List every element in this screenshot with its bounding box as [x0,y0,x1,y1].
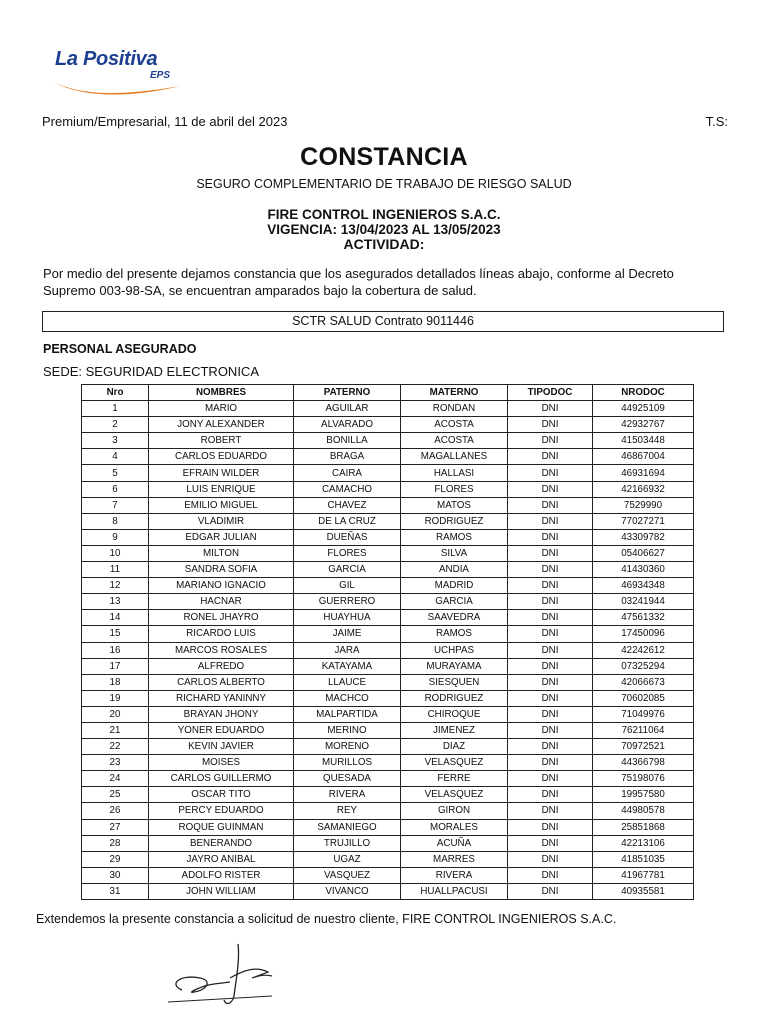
table-cell-nro: 28 [82,835,149,851]
table-cell-tipodoc: DNI [508,481,593,497]
table-row [82,787,694,803]
table-row [82,562,694,578]
table-row [82,545,694,561]
date-line: Premium/Empresarial, 11 de abril del 2023 [42,114,288,129]
column-header-nro: Nro [82,385,149,401]
table-cell-paterno: DE LA CRUZ [294,513,401,529]
table-cell-materno: SILVA [401,545,508,561]
table-cell-tipodoc: DNI [508,755,593,771]
table-cell-nrodoc: 40935581 [593,883,694,899]
table-cell-materno: JIMENEZ [401,722,508,738]
table-cell-tipodoc: DNI [508,690,593,706]
table-cell-nrodoc: 25851868 [593,819,694,835]
table-cell-materno: RONDAN [401,401,508,417]
table-cell-materno: RODRIGUEZ [401,513,508,529]
table-cell-nrodoc: 42213106 [593,835,694,851]
table-cell-nro: 2 [82,417,149,433]
table-cell-materno: FLORES [401,481,508,497]
table-cell-nro: 14 [82,610,149,626]
table-cell-nro: 23 [82,755,149,771]
table-cell-nrodoc: 03241944 [593,594,694,610]
table-cell-nrodoc: 7529990 [593,497,694,513]
column-header-paterno: PATERNO [294,385,401,401]
table-cell-nombres: ADOLFO RISTER [149,867,294,883]
table-cell-tipodoc: DNI [508,803,593,819]
table-cell-nombres: MARCOS ROSALES [149,642,294,658]
table-cell-tipodoc: DNI [508,658,593,674]
table-cell-nombres: CARLOS ALBERTO [149,674,294,690]
table-cell-nro: 8 [82,513,149,529]
table-cell-tipodoc: DNI [508,529,593,545]
table-cell-paterno: GIL [294,578,401,594]
table-cell-nrodoc: 41967781 [593,867,694,883]
table-cell-nombres: RONEL JHAYRO [149,610,294,626]
table-cell-nombres: PERCY EDUARDO [149,803,294,819]
table-cell-tipodoc: DNI [508,449,593,465]
table-cell-nombres: ROQUE GUINMAN [149,819,294,835]
table-cell-tipodoc: DNI [508,610,593,626]
table-row [82,867,694,883]
table-cell-paterno: GARCIA [294,562,401,578]
table-cell-nro: 11 [82,562,149,578]
table-cell-nrodoc: 44925109 [593,401,694,417]
table-cell-nombres: RICHARD YANINNY [149,690,294,706]
table-cell-tipodoc: DNI [508,722,593,738]
table-cell-materno: MARRES [401,851,508,867]
table-cell-nombres: EFRAIN WILDER [149,465,294,481]
table-cell-nrodoc: 07325294 [593,658,694,674]
table-row [82,658,694,674]
table-cell-paterno: ALVARADO [294,417,401,433]
table-cell-paterno: FLORES [294,545,401,561]
table-cell-nro: 19 [82,690,149,706]
table-cell-nombres: OSCAR TITO [149,787,294,803]
table-cell-paterno: UGAZ [294,851,401,867]
table-cell-nro: 18 [82,674,149,690]
table-cell-materno: MADRID [401,578,508,594]
table-cell-tipodoc: DNI [508,626,593,642]
table-cell-tipodoc: DNI [508,674,593,690]
column-header-nrodoc: NRODOC [593,385,694,401]
table-cell-nombres: JONY ALEXANDER [149,417,294,433]
table-cell-nombres: ALFREDO [149,658,294,674]
table-cell-paterno: TRUJILLO [294,835,401,851]
table-cell-nro: 31 [82,883,149,899]
table-row [82,722,694,738]
table-cell-nombres: RICARDO LUIS [149,626,294,642]
table-cell-nombres: BENERANDO [149,835,294,851]
table-cell-tipodoc: DNI [508,851,593,867]
table-cell-materno: GARCIA [401,594,508,610]
table-cell-paterno: BRAGA [294,449,401,465]
table-cell-nombres: LUIS ENRIQUE [149,481,294,497]
activity-label: ACTIVIDAD: [343,236,425,252]
table-cell-nombres: EMILIO MIGUEL [149,497,294,513]
signature-image [160,940,280,1010]
table-cell-nro: 21 [82,722,149,738]
table-cell-paterno: MALPARTIDA [294,706,401,722]
table-cell-nombres: MARIANO IGNACIO [149,578,294,594]
table-row [82,449,694,465]
table-row [82,642,694,658]
table-row [82,497,694,513]
table-cell-materno: ANDIA [401,562,508,578]
table-cell-paterno: LLAUCE [294,674,401,690]
table-cell-paterno: JAIME [294,626,401,642]
table-cell-paterno: VASQUEZ [294,867,401,883]
table-cell-tipodoc: DNI [508,497,593,513]
table-cell-nombres: ROBERT [149,433,294,449]
sede-label: SEDE: SEGURIDAD ELECTRONICA [43,364,259,379]
table-cell-nrodoc: 70972521 [593,739,694,755]
table-row [82,835,694,851]
table-cell-nombres: MARIO [149,401,294,417]
table-cell-tipodoc: DNI [508,642,593,658]
table-cell-nrodoc: 75198076 [593,771,694,787]
table-cell-nro: 1 [82,401,149,417]
table-cell-materno: ACOSTA [401,417,508,433]
table-cell-materno: UCHPAS [401,642,508,658]
table-cell-nombres: CARLOS EDUARDO [149,449,294,465]
logo-subtext: EPS [150,70,171,81]
table-cell-nrodoc: 41430360 [593,562,694,578]
table-cell-nro: 5 [82,465,149,481]
table-row [82,578,694,594]
table-cell-materno: DIAZ [401,739,508,755]
table-cell-nro: 24 [82,771,149,787]
table-cell-materno: VELASQUEZ [401,787,508,803]
table-cell-nrodoc: 41503448 [593,433,694,449]
table-cell-nro: 15 [82,626,149,642]
table-cell-materno: VELASQUEZ [401,755,508,771]
table-row [82,851,694,867]
table-cell-materno: SIESQUEN [401,674,508,690]
table-cell-nombres: EDGAR JULIAN [149,529,294,545]
table-row [82,803,694,819]
table-cell-tipodoc: DNI [508,578,593,594]
table-cell-materno: HALLASI [401,465,508,481]
table-cell-paterno: MERINO [294,722,401,738]
table-cell-nrodoc: 42166932 [593,481,694,497]
table-cell-nrodoc: 47561332 [593,610,694,626]
table-cell-nrodoc: 77027271 [593,513,694,529]
table-cell-nro: 4 [82,449,149,465]
table-row [82,771,694,787]
table-cell-paterno: JARA [294,642,401,658]
table-cell-nombres: VLADIMIR [149,513,294,529]
table-row [82,819,694,835]
table-row [82,674,694,690]
table-cell-nombres: SANDRA SOFIA [149,562,294,578]
table-cell-nrodoc: 41851035 [593,851,694,867]
table-cell-materno: HUALLPACUSI [401,883,508,899]
column-header-tipodoc: TIPODOC [508,385,593,401]
table-row [82,417,694,433]
table-cell-nrodoc: 71049976 [593,706,694,722]
table-cell-nro: 9 [82,529,149,545]
table-cell-nombres: JOHN WILLIAM [149,883,294,899]
table-cell-nro: 3 [82,433,149,449]
table-cell-tipodoc: DNI [508,433,593,449]
table-cell-nombres: JAYRO ANIBAL [149,851,294,867]
table-cell-paterno: CHAVEZ [294,497,401,513]
table-cell-tipodoc: DNI [508,562,593,578]
table-cell-paterno: DUEÑAS [294,529,401,545]
table-row [82,594,694,610]
table-cell-tipodoc: DNI [508,706,593,722]
company-logo [52,44,192,100]
table-cell-nombres: MOISES [149,755,294,771]
table-cell-nrodoc: 46867004 [593,449,694,465]
table-cell-paterno: QUESADA [294,771,401,787]
table-cell-nrodoc: 42932767 [593,417,694,433]
table-cell-nrodoc: 05406627 [593,545,694,561]
table-cell-paterno: MURILLOS [294,755,401,771]
table-cell-tipodoc: DNI [508,739,593,755]
document-subtitle: SEGURO COMPLEMENTARIO DE TRABAJO DE RIESGO SALUD [196,177,572,191]
table-cell-nro: 27 [82,819,149,835]
table-cell-nro: 16 [82,642,149,658]
table-cell-paterno: SAMANIEGO [294,819,401,835]
table-cell-nro: 22 [82,739,149,755]
table-row [82,465,694,481]
table-row [82,529,694,545]
table-cell-materno: RAMOS [401,529,508,545]
table-cell-paterno: CAIRA [294,465,401,481]
table-cell-materno: ACOSTA [401,433,508,449]
table-cell-materno: ACUÑA [401,835,508,851]
logo-swoosh-icon [52,74,192,100]
table-cell-nro: 17 [82,658,149,674]
table-cell-nrodoc: 76211064 [593,722,694,738]
table-cell-nrodoc: 70602085 [593,690,694,706]
table-cell-paterno: RIVERA [294,787,401,803]
table-cell-nrodoc: 42242612 [593,642,694,658]
table-cell-nrodoc: 19957580 [593,787,694,803]
table-cell-paterno: REY [294,803,401,819]
table-cell-nro: 20 [82,706,149,722]
table-cell-materno: MURAYAMA [401,658,508,674]
section-title: PERSONAL ASEGURADO [43,342,197,356]
table-cell-paterno: GUERRERO [294,594,401,610]
table-cell-tipodoc: DNI [508,867,593,883]
table-cell-nombres: KEVIN JAVIER [149,739,294,755]
table-cell-materno: MAGALLANES [401,449,508,465]
ts-label: T.S: [705,114,728,129]
column-header-materno: MATERNO [401,385,508,401]
table-cell-materno: SAAVEDRA [401,610,508,626]
table-cell-nro: 13 [82,594,149,610]
table-cell-nombres: YONER EDUARDO [149,722,294,738]
table-cell-paterno: CAMACHO [294,481,401,497]
contract-box: SCTR SALUD Contrato 9011446 [42,311,724,332]
table-cell-paterno: VIVANCO [294,883,401,899]
company-name: FIRE CONTROL INGENIEROS S.A.C. [267,207,501,222]
table-cell-materno: RAMOS [401,626,508,642]
table-cell-tipodoc: DNI [508,787,593,803]
table-body [82,401,694,900]
table-cell-paterno: MACHCO [294,690,401,706]
table-header-row [82,385,694,401]
table-cell-tipodoc: DNI [508,545,593,561]
table-cell-nro: 30 [82,867,149,883]
table-cell-nrodoc: 44980578 [593,803,694,819]
table-row [82,755,694,771]
table-cell-tipodoc: DNI [508,771,593,787]
table-cell-tipodoc: DNI [508,819,593,835]
table-cell-materno: RODRIGUEZ [401,690,508,706]
table-cell-materno: CHIROQUE [401,706,508,722]
table-cell-tipodoc: DNI [508,835,593,851]
table-cell-tipodoc: DNI [508,401,593,417]
table-row [82,433,694,449]
table-row [82,513,694,529]
logo-text: La Positiva [55,48,158,70]
table-cell-nro: 6 [82,481,149,497]
table-cell-nrodoc: 42066673 [593,674,694,690]
table-cell-paterno: AGUILAR [294,401,401,417]
table-cell-tipodoc: DNI [508,465,593,481]
document-title: CONSTANCIA [300,143,468,171]
table-cell-nrodoc: 46931694 [593,465,694,481]
table-cell-nro: 29 [82,851,149,867]
table-row [82,739,694,755]
table-row [82,626,694,642]
table-cell-paterno: KATAYAMA [294,658,401,674]
table-row [82,883,694,899]
table-row [82,401,694,417]
table-row [82,690,694,706]
table-cell-paterno: BONILLA [294,433,401,449]
table-cell-materno: GIRON [401,803,508,819]
column-header-nombres: NOMBRES [149,385,294,401]
table-cell-nombres: BRAYAN JHONY [149,706,294,722]
table-cell-nrodoc: 17450096 [593,626,694,642]
table-row [82,706,694,722]
table-cell-paterno: HUAYHUA [294,610,401,626]
intro-paragraph: Por medio del presente dejamos constancia que los asegurados detallados líneas abajo, conforme al Decreto Supremo 003-98-SA, se encuentran amparados bajo la cobertura de salud. [43,266,674,298]
table-cell-nro: 12 [82,578,149,594]
table-cell-nro: 25 [82,787,149,803]
table-cell-nro: 26 [82,803,149,819]
table-cell-nombres: HACNAR [149,594,294,610]
table-cell-materno: MORALES [401,819,508,835]
table-cell-nro: 7 [82,497,149,513]
table-cell-materno: RIVERA [401,867,508,883]
table-cell-tipodoc: DNI [508,513,593,529]
table-cell-materno: FERRE [401,771,508,787]
insured-personnel-table [81,384,694,900]
table-cell-nombres: MILTON [149,545,294,561]
validity-period: VIGENCIA: 13/04/2023 AL 13/05/2023 [267,222,501,237]
table-row [82,610,694,626]
table-cell-nombres: CARLOS GUILLERMO [149,771,294,787]
table-cell-tipodoc: DNI [508,883,593,899]
table-cell-nro: 10 [82,545,149,561]
table-cell-materno: MATOS [401,497,508,513]
table-cell-nrodoc: 43309782 [593,529,694,545]
closing-statement: Extendemos la presente constancia a solicitud de nuestro cliente, FIRE CONTROL INGENIEROS S.A.C. [36,912,617,926]
table-cell-paterno: MORENO [294,739,401,755]
table-row [82,481,694,497]
table-cell-tipodoc: DNI [508,417,593,433]
table-cell-nrodoc: 44366798 [593,755,694,771]
table-cell-tipodoc: DNI [508,594,593,610]
table-cell-nrodoc: 46934348 [593,578,694,594]
